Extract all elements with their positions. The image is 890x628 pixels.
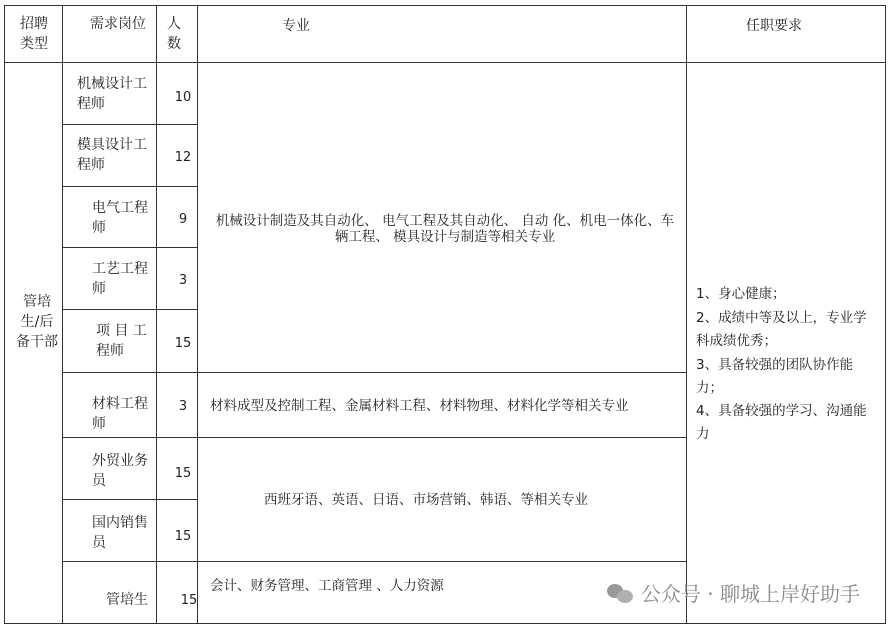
count-cell: 12 xyxy=(174,150,192,165)
watermark-text: 公众号 · 聊城上岸好助手 xyxy=(640,582,860,606)
requirement-item: 3、具备较强的团队协作能力； xyxy=(696,357,854,396)
row-divider xyxy=(62,124,197,125)
category-label: 管培生/后备干部 xyxy=(16,294,58,350)
count-cell: 3 xyxy=(178,399,188,414)
major-cell: 材料成型及控制工程、金属材料工程、材料物理、材料化学等相关专业 xyxy=(210,398,629,414)
row-divider xyxy=(62,437,686,438)
position-cell: 机械设计工程师 xyxy=(77,76,147,112)
table-border-right xyxy=(885,5,886,624)
count-cell: 3 xyxy=(178,273,188,288)
table-border-bottom xyxy=(4,623,886,624)
row-divider xyxy=(62,309,197,310)
col-divider-1 xyxy=(62,5,63,624)
header-requirements: 任职要求 xyxy=(746,18,802,34)
count-cell: 15 xyxy=(180,593,198,608)
position-cell: 管培生 xyxy=(106,592,148,608)
count-cell: 15 xyxy=(174,529,192,544)
table-border-left xyxy=(4,5,5,624)
row-divider xyxy=(62,186,197,187)
row-divider xyxy=(62,247,197,248)
major-cell: 会计、财务管理、工商管理 、人力资源 xyxy=(210,578,444,594)
position-cell: 项 目 工程师 xyxy=(96,323,147,359)
position-cell: 工艺工程师 xyxy=(92,261,148,297)
header-divider xyxy=(4,62,886,63)
col-divider-3 xyxy=(197,5,198,624)
count-cell: 9 xyxy=(178,212,188,227)
row-divider xyxy=(62,372,686,373)
major-cell: 西班牙语、英语、日语、市场营销、韩语、等相关专业 xyxy=(264,492,588,508)
position-cell: 国内销售员 xyxy=(92,515,148,551)
position-cell: 外贸业务员 xyxy=(92,453,148,489)
header-type: 招聘类型 xyxy=(20,16,48,52)
table-border-top xyxy=(4,5,886,6)
col-divider-4 xyxy=(686,5,687,624)
wechat-icon xyxy=(607,582,633,604)
major-cell: 机械设计制造及其自动化、 电气工程及其自动化、 自动 化、机电一体化、车辆工程、 模具设计与制造等相关专业 xyxy=(215,213,675,245)
count-cell: 15 xyxy=(174,466,192,481)
position-cell: 电气工程师 xyxy=(92,200,148,236)
header-count: 人数 xyxy=(167,16,181,52)
watermark xyxy=(607,578,860,607)
header-major: 专业 xyxy=(282,18,310,34)
requirement-item: 2、成绩中等及以上，专业学科成绩优秀； xyxy=(696,310,867,349)
count-cell: 10 xyxy=(174,90,192,105)
row-divider xyxy=(62,561,686,562)
requirement-item: 4、具备较强的学习、沟通能力 xyxy=(696,403,867,442)
col-divider-2 xyxy=(156,5,157,624)
position-cell: 模具设计工程师 xyxy=(77,137,147,173)
header-position: 需求岗位 xyxy=(90,16,146,32)
row-divider xyxy=(62,499,197,500)
position-cell: 材料工程师 xyxy=(92,396,148,432)
requirement-item: 1、身心健康； xyxy=(696,286,786,302)
count-cell: 15 xyxy=(174,336,192,351)
